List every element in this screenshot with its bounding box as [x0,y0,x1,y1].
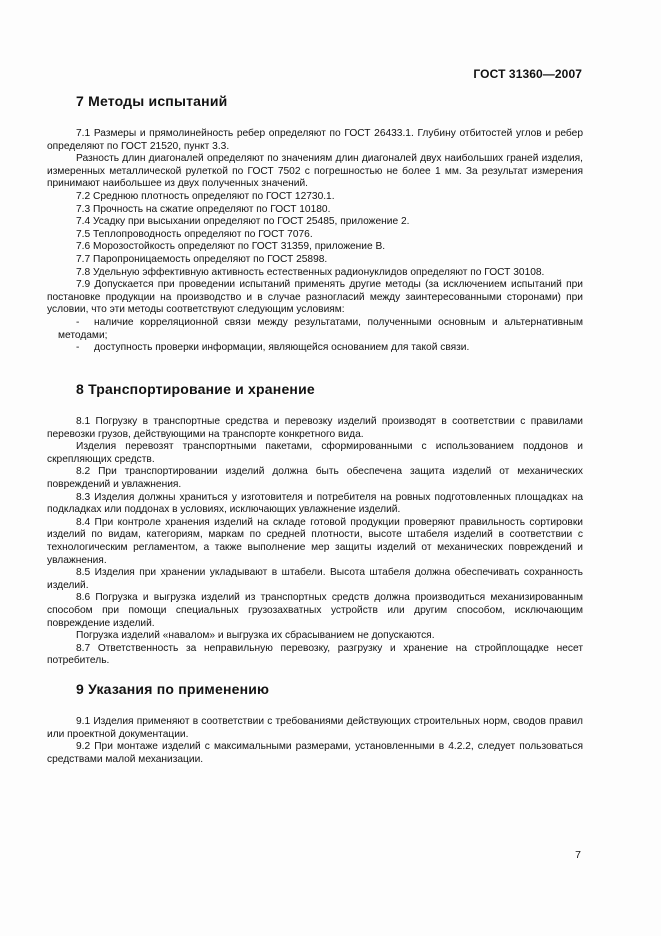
paragraph: 9.2 При монтаже изделий с максимальными размерами, установленными в 4.2.2, следует пользоваться средствами малой механизации. [47,741,583,765]
section-title: 7 Методы испытаний [76,93,228,109]
section-8 [47,381,583,668]
paragraph: 8.3 Изделия должны храниться у изготовителя и потребителя на ровных подготовленных площадках на подкладках или поддонах в условиях, исключающих увлажнение изделий. [47,491,583,516]
paragraph: 8.1 Погрузку в транспортные средства и перевозку изделий производят в соответствии с правилами перевозки грузов, действующими на транспорте конкретного вида. [47,416,583,440]
paragraph: 8.4 При контроле хранения изделий на складе готовой продукции проверяют правильность сортировки изделий по видам, категориям, маркам по средней плотности, высоте штабеля изделий в соответствии с технологическим регламентом, а также выполнение мер защиты изделий от механических повреждений и увлажнения. [47,516,583,566]
section-7 [47,93,583,355]
paragraph: Разность длин диагоналей определяют по значениям длин диагоналей двух наибольших граней изделия, измеренных металлической рулеткой по ГОСТ 7502 с погрешностью не более 1 мм. За результат измерения принимают наибольшее из двух полученных значений. [47,153,583,190]
paragraph: 7.1 Размеры и прямолинейность ребер определяют по ГОСТ 26433.1. Глубину отбитостей углов и ребер определяют по ГОСТ 21520, пункт 3.3. [47,128,583,152]
page-number: 7 [575,849,581,861]
paragraph: 7.6 Морозостойкость определяют по ГОСТ 31359, приложение В. [76,241,386,253]
paragraph: 7.4 Усадку при высыхании определяют по ГОСТ 25485, приложение 2. [76,216,410,228]
list-item-text: наличие корреляционной связи между результатами, полученными основным и альтернативным методами; [58,316,583,341]
list-item-text: доступность проверки информации, являющейся основанием для такой связи. [94,342,470,354]
paragraph: 7.3 Прочность на сжатие определяют по ГОСТ 10180. [76,203,331,215]
list-item [47,317,583,342]
paragraph: 7.5 Теплопроводность определяют по ГОСТ 7076. [76,228,313,240]
section-title: 8 Транспортирование и хранение [76,381,315,397]
paragraph: 7.8 Удельную эффективную активность естественных радионуклидов определяют по ГОСТ 30108. [76,266,545,278]
paragraph: 7.7 Паропроницаемость определяют по ГОСТ 25898. [76,253,328,265]
section-title: 9 Указания по применению [76,681,270,697]
paragraph: 8.2 При транспортировании изделий должна быть обеспечена защита изделий от механических повреждений и увлажнения. [47,466,583,490]
paragraph: 8.6 Погрузка и выгрузка изделий из транспортных средств должна производиться механизированным способом при помощи специальных грузозахватных устройств или другим способом, исключающим повреждение изделий. [47,592,583,629]
paragraph: 8.7 Ответственность за неправильную перевозку, разгрузку и хранение на стройплощадке несет потребитель. [47,642,583,667]
list-item [47,342,583,355]
paragraph: 7.2 Среднюю плотность определяют по ГОСТ 12730.1. [76,190,335,202]
paragraph: 9.1 Изделия применяют в соответствии с требованиями действующих строительных норм, сводов правил или проектной документации. [47,716,583,740]
list-dash: - [76,342,80,354]
section-9 [47,681,583,766]
paragraph: Погрузка изделий «навалом» и выгрузка их сбрасыванием не допускаются. [76,630,435,642]
paragraph: Изделия перевозят транспортными пакетами, сформированными с использованием поддонов и скрепляющих средств. [47,441,583,465]
paragraph: 8.5 Изделия при хранении укладывают в штабели. Высота штабеля должна обеспечивать сохранность изделий. [47,567,583,591]
paragraph: 7.9 Допускается при проведении испытаний применять другие методы (за исключением испытаний при постановке продукции на производство и в случае разногласий между заинтересованными сторонами) при условии, что эти методы соответствуют следующим условиям: [47,279,583,316]
document-number-header: ГОСТ 31360—2007 [473,67,582,81]
list-dash: - [76,316,80,328]
